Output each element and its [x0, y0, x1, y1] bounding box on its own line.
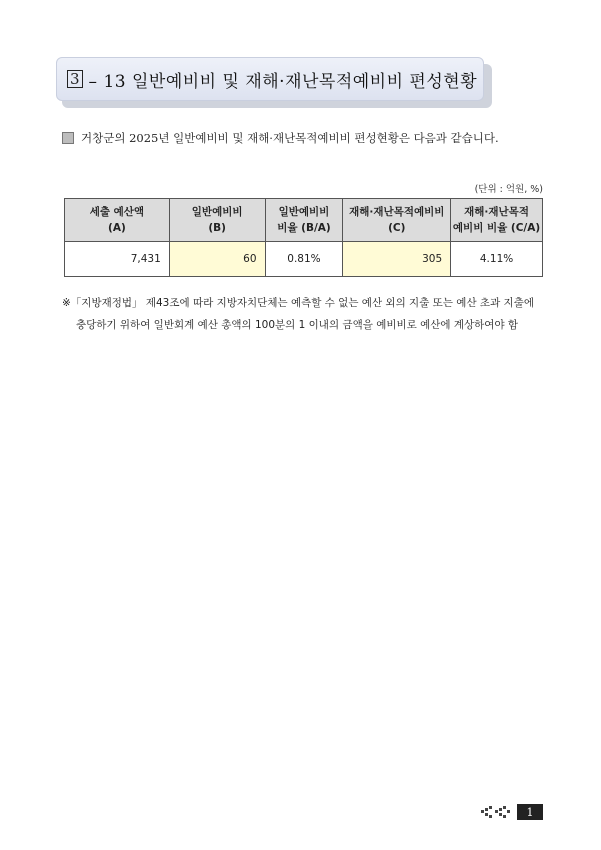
page-footer	[479, 804, 543, 820]
header-general-reserve-ratio	[265, 199, 343, 242]
header-line: 재해·재난목적	[464, 206, 529, 218]
cell-total-budget: 7,431	[65, 242, 170, 277]
header-line: 일반예비비	[278, 206, 330, 218]
unit-label: (단위 : 억원, %)	[474, 184, 543, 195]
legal-note	[62, 292, 545, 336]
note-line-1: ※「지방재정법」 제43조에 따라 지방자치단체는 예측할 수 없는 예산 외의 지출 또는 예산 초과 지출에	[62, 297, 534, 309]
header-line: 일반예비비	[191, 206, 243, 218]
section-title	[56, 57, 484, 101]
lead-text: 거창군의 2025년 일반예비비 및 재해·재난목적예비비 편성현황은 다음과 같습니다.	[81, 131, 499, 145]
note-line-2: 충당하기 위하여 일반회계 예산 총액의 100분의 1 이내의 금액을 예비비로 예산에 계상하여야 함	[76, 319, 519, 331]
header-disaster-reserve	[343, 199, 451, 242]
cell-disaster-reserve: 305	[343, 242, 451, 277]
header-total-budget	[65, 199, 170, 242]
cell-general-reserve-ratio: 0.81%	[265, 242, 343, 277]
header-line: 비율 (B/A)	[277, 222, 331, 234]
header-disaster-reserve-ratio	[451, 199, 543, 242]
header-line: 재해·재난목적예비비	[349, 206, 445, 218]
square-bullet-icon	[62, 132, 74, 144]
section-number: 3	[67, 70, 83, 88]
header-line: (C)	[388, 222, 406, 234]
double-arrow-left-icon	[479, 806, 513, 818]
header-line: (A)	[108, 222, 126, 234]
lead-paragraph	[62, 130, 499, 146]
header-line: 예비비 비율 (C/A)	[452, 222, 541, 234]
section-title-text: – 13 일반예비비 및 재해·재난목적예비비 편성현황	[88, 71, 478, 92]
table-row	[65, 242, 543, 277]
budget-table	[64, 198, 543, 277]
header-line: 세출 예산액	[89, 206, 145, 218]
header-line: (B)	[208, 222, 226, 234]
cell-general-reserve: 60	[169, 242, 265, 277]
cell-disaster-reserve-ratio: 4.11%	[451, 242, 543, 277]
page-number: 1	[517, 804, 543, 820]
header-general-reserve	[169, 199, 265, 242]
table-header-row	[65, 199, 543, 242]
